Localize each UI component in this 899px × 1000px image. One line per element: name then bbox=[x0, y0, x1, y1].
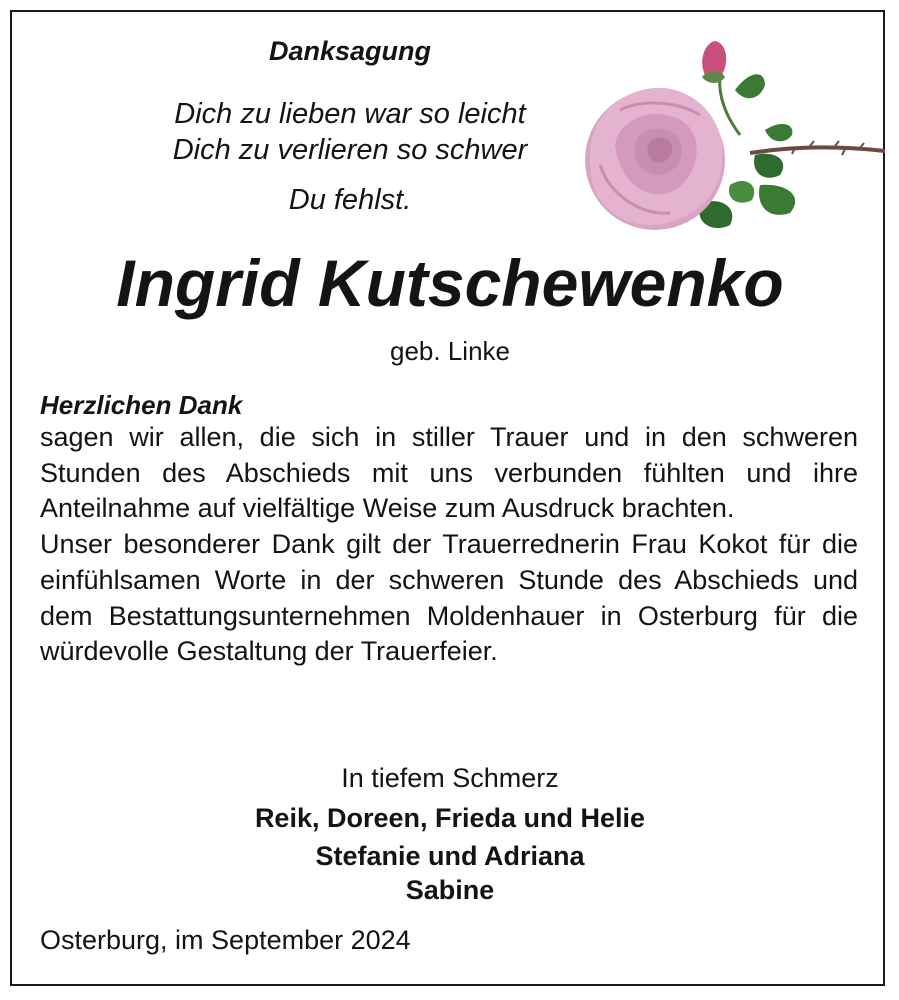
closing-phrase: In tiefem Schmerz bbox=[341, 763, 559, 793]
birth-name: geb. Linke bbox=[390, 336, 510, 366]
verse-line: Dich zu lieben war so leicht bbox=[174, 98, 526, 130]
signer-line: Sabine bbox=[405, 875, 495, 905]
deceased-name: Ingrid Kutschewenko bbox=[116, 246, 784, 320]
thanks-body bbox=[40, 420, 858, 670]
verse-line: Dich zu verlieren so schwer bbox=[172, 134, 528, 166]
thanks-paragraph: Unser besonderer Dank gilt der Trauerrednerin Frau Kokot für die einfühlsamen Worte in der schweren Stunde des Abschieds und dem Bestattungsunternehmen Moldenhauer in Osterburg für die würdevolle Gestaltung der Trauerfeier. bbox=[40, 529, 858, 667]
signer-line: Reik, Doreen, Frieda und Helie bbox=[254, 803, 646, 833]
verse-closing-line: Du fehlst. bbox=[288, 184, 412, 216]
thanks-paragraph: sagen wir allen, die sich in stiller Trauer und in den schweren Stunden des Abschieds mit uns verbunden fühlten und ihre Anteilnahme auf vielfältige Weise zum Ausdruck brachten. bbox=[40, 422, 858, 524]
verse bbox=[150, 96, 550, 168]
signer-line: Stefanie und Adriana bbox=[315, 841, 585, 871]
rose-icon bbox=[580, 35, 890, 240]
notice-title: Danksagung bbox=[268, 36, 432, 66]
place-and-date: Osterburg, im September 2024 bbox=[40, 925, 411, 955]
thanks-heading: Herzlichen Dank bbox=[40, 390, 243, 420]
